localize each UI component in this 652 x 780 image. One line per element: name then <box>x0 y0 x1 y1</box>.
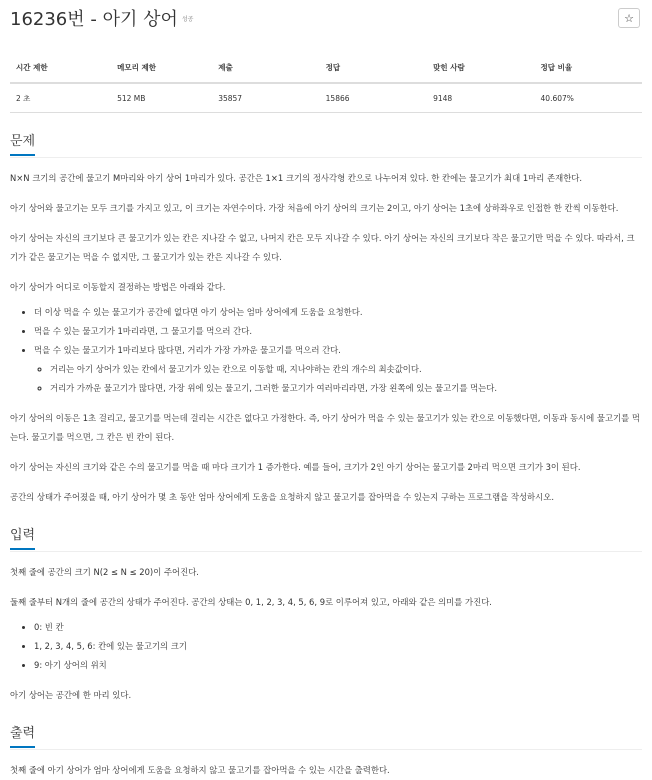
cell-states-list <box>10 618 642 675</box>
input-paragraph-3: 아기 상어는 공간에 한 마리 있다. <box>10 690 132 700</box>
list-item: ◦ 거리는 아기 상어가 있는 칸에서 물고기가 있는 칸으로 이동할 때, 지나야하는 칸의 개수의 최솟값이다. <box>50 360 642 379</box>
page-title <box>10 8 193 32</box>
list-item <box>34 341 642 398</box>
problem-paragraph-4: 아기 상어가 어디로 이동할지 결정하는 방법은 아래와 같다. <box>10 282 226 292</box>
input-section-header <box>10 527 642 552</box>
output-paragraph-1: 첫째 줄에 아기 상어가 엄마 상어에게 도움을 요청하지 않고 물고기를 잡아먹을 수 있는 시간을 출력한다. <box>10 765 390 775</box>
solvers-value: 9148 <box>427 83 534 113</box>
header-time-limit: 시간 제한 <box>10 60 111 83</box>
status-badge: 성공 <box>181 16 194 23</box>
header-accept-ratio: 정답 비율 <box>535 60 642 83</box>
problem-paragraph-5: 아기 상어의 이동은 1초 걸리고, 물고기를 먹는데 걸리는 시간은 없다고 가정한다. 즉, 아기 상어가 먹을 수 있는 물고기가 있는 칸으로 이동했다면, 이동과 동시에 물고기를 먹는다. 물고기를 먹으면, 그 칸은 빈 칸이 된다. <box>10 413 641 442</box>
problem-heading: 문제 <box>10 133 35 156</box>
output-section-header <box>10 725 642 750</box>
output-heading: 출력 <box>10 725 35 748</box>
input-paragraph-2: 둘째 줄부터 N개의 줄에 공간의 상태가 주어진다. 공간의 상태는 0, 1, 2, 3, 4, 5, 6, 9로 이루어져 있고, 아래와 같은 의미를 가진다. <box>10 597 492 607</box>
list-item-text: 먹을 수 있는 물고기가 1마리보다 많다면, 거리가 가장 가까운 물고기를 먹으러 간다. <box>34 345 341 355</box>
favorite-button[interactable] <box>618 8 640 28</box>
problem-paragraph-2: 아기 상어와 물고기는 모두 크기를 가지고 있고, 이 크기는 자연수이다. 가장 처음에 아기 상어의 크기는 2이고, 아기 상어는 1초에 상하좌우로 인접한 한 칸씩 이동한다. <box>10 203 619 213</box>
problem-paragraph-6: 아기 상어는 자신의 크기와 같은 수의 물고기를 먹을 때 마다 크기가 1 증가한다. 예를 들어, 크기가 2인 아기 상어는 물고기를 2마리 먹으면 크기가 3이 된다. <box>10 462 581 472</box>
accept-ratio-value: 40.607% <box>535 83 642 113</box>
star-icon: ☆ <box>624 12 634 25</box>
table-header-row <box>10 60 642 83</box>
header-submissions: 제출 <box>212 60 319 83</box>
problem-paragraph-3: 아기 상어는 자신의 크기보다 큰 물고기가 있는 칸은 지나갈 수 없고, 나머지 칸은 모두 지나갈 수 있다. 아기 상어는 자신의 크기보다 작은 물고기만 먹을 수 있다. 따라서, 크기가 같은 물고기는 먹을 수 없지만, 그 물고기가 있는 칸은 지나갈 수 있다. <box>10 233 635 262</box>
header-memory-limit: 메모리 제한 <box>111 60 212 83</box>
submissions-value: 35857 <box>212 83 319 113</box>
list-item: • 먹을 수 있는 물고기가 1마리라면, 그 물고기를 먹으러 간다. <box>34 322 642 341</box>
list-item: • 0: 빈 칸 <box>34 618 642 637</box>
header-accepted: 정답 <box>320 60 427 83</box>
sub-rules-list <box>34 360 642 398</box>
title-bar <box>10 0 642 40</box>
problem-title: 16236번 - 아기 상어 <box>10 9 178 30</box>
problem-info-table <box>10 60 642 113</box>
list-item: • 더 이상 먹을 수 있는 물고기가 공간에 없다면 아기 상어는 엄마 상어에게 도움을 요청한다. <box>34 303 642 322</box>
list-item: • 1, 2, 3, 4, 5, 6: 칸에 있는 물고기의 크기 <box>34 637 642 656</box>
input-heading: 입력 <box>10 527 35 550</box>
list-item: • 9: 아기 상어의 위치 <box>34 656 642 675</box>
list-item: ◦ 거리가 가까운 물고기가 많다면, 가장 위에 있는 물고기, 그러한 물고기가 여러마리라면, 가장 왼쪽에 있는 물고기를 먹는다. <box>50 379 642 398</box>
memory-limit-value: 512 MB <box>111 83 212 113</box>
problem-paragraph-1: N×N 크기의 공간에 물고기 M마리와 아기 상어 1마리가 있다. 공간은 1×1 크기의 정사각형 칸으로 나누어져 있다. 한 칸에는 물고기가 최대 1마리 존재한다. <box>10 173 583 183</box>
time-limit-value: 2 초 <box>10 83 111 113</box>
problem-page <box>10 0 642 780</box>
problem-paragraph-7: 공간의 상태가 주어졌을 때, 아기 상어가 몇 초 동안 엄마 상어에게 도움을 요청하지 않고 물고기를 잡아먹을 수 있는지 구하는 프로그램을 작성하시오. <box>10 492 554 502</box>
accepted-value: 15866 <box>320 83 427 113</box>
header-solvers: 맞힌 사람 <box>427 60 534 83</box>
table-row <box>10 83 642 113</box>
problem-section-header <box>10 133 642 158</box>
movement-rules-list <box>10 303 642 398</box>
input-paragraph-1: 첫째 줄에 공간의 크기 N(2 ≤ N ≤ 20)이 주어진다. <box>10 567 199 577</box>
